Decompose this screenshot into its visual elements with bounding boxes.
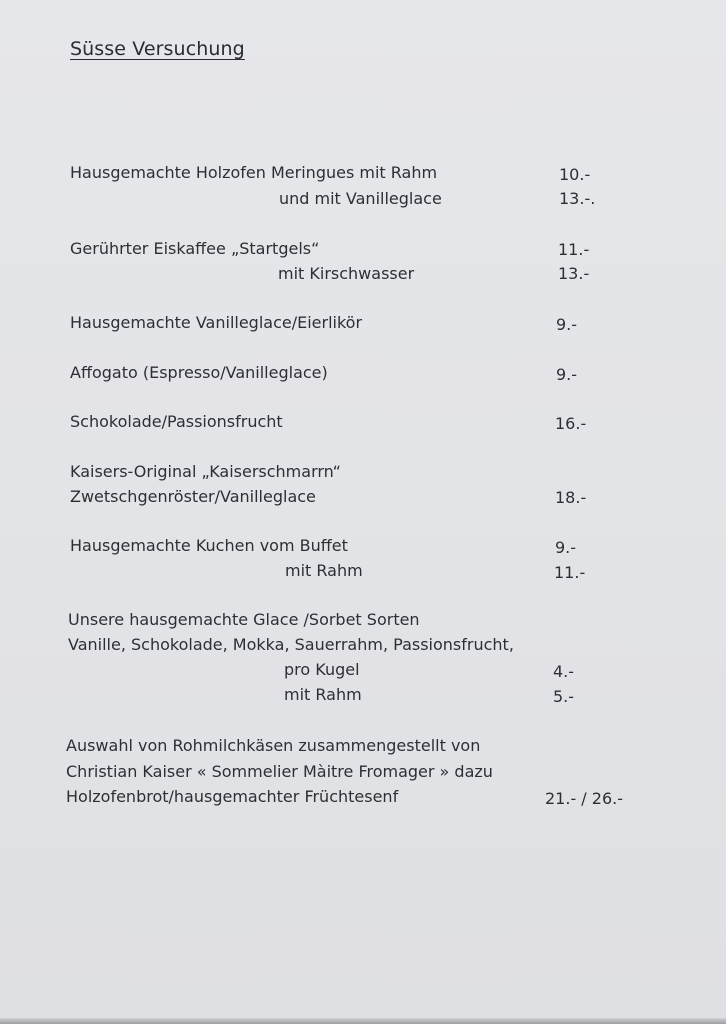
menu-item-kaese-price: 21.- / 26.-	[545, 789, 623, 808]
menu-item-kaese-line-3: Holzofenbrot/hausgemachter Früchtesenf	[66, 787, 399, 806]
menu-item-glace-price-2: 5.-	[553, 687, 575, 706]
menu-item-kaiserschmarrn-price: 18.-	[555, 488, 587, 507]
menu-item-kaese-line-2: Christian Kaiser « Sommelier Màitre Fromager » dazu	[66, 762, 493, 781]
menu-item-eiskaffee-line-2: mit Kirschwasser	[278, 264, 415, 283]
menu-item-kuchen-line-2: mit Rahm	[285, 561, 363, 580]
menu-item-meringues-line-1: Hausgemachte Holzofen Meringues mit Rahm	[70, 163, 438, 182]
menu-item-affogato-price: 9.-	[556, 365, 578, 384]
menu-item-glace-line-4: mit Rahm	[284, 685, 362, 704]
menu-item-glace-line-1: Unsere hausgemachte Glace /Sorbet Sorten	[68, 610, 420, 629]
page-title: Süsse Versuchung	[70, 38, 245, 60]
menu-item-kaiserschmarrn-line-1: Kaisers-Original „Kaiserschmarrn“	[70, 462, 341, 481]
menu-item-vanilleglace-price: 9.-	[556, 315, 578, 334]
menu-item-eiskaffee-price-1: 11.-	[558, 240, 590, 259]
menu-item-eiskaffee-price-2: 13.-	[558, 264, 590, 283]
menu-item-kuchen-price-2: 11.-	[554, 563, 586, 582]
menu-item-kuchen-line-1: Hausgemachte Kuchen vom Buffet	[70, 536, 348, 555]
paper-bottom-edge	[0, 1018, 726, 1024]
menu-item-glace-line-2: Vanille, Schokolade, Mokka, Sauerrahm, Passionsfrucht,	[68, 635, 514, 654]
menu-item-affogato-line: Affogato (Espresso/Vanilleglace)	[70, 363, 328, 382]
menu-item-meringues-price-2: 13.-.	[559, 189, 596, 208]
menu-item-schokolade-price: 16.-	[555, 414, 587, 433]
menu-item-kuchen-price-1: 9.-	[555, 538, 577, 557]
menu-item-meringues-line-2: und mit Vanilleglace	[279, 189, 442, 208]
menu-item-schokolade-line: Schokolade/Passionsfrucht	[70, 412, 283, 431]
menu-item-kaese-line-1: Auswahl von Rohmilchkäsen zusammengestellt von	[66, 736, 481, 755]
menu-item-meringues-price-1: 10.-	[559, 165, 591, 184]
menu-item-glace-line-3: pro Kugel	[284, 660, 360, 679]
menu-item-glace-price-1: 4.-	[553, 662, 575, 681]
menu-item-kaiserschmarrn-line-2: Zwetschgenröster/Vanilleglace	[70, 487, 316, 506]
menu-item-vanilleglace-line: Hausgemachte Vanilleglace/Eierlikör	[70, 313, 363, 332]
menu-item-eiskaffee-line-1: Gerührter Eiskaffee „Startgels“	[70, 239, 320, 258]
